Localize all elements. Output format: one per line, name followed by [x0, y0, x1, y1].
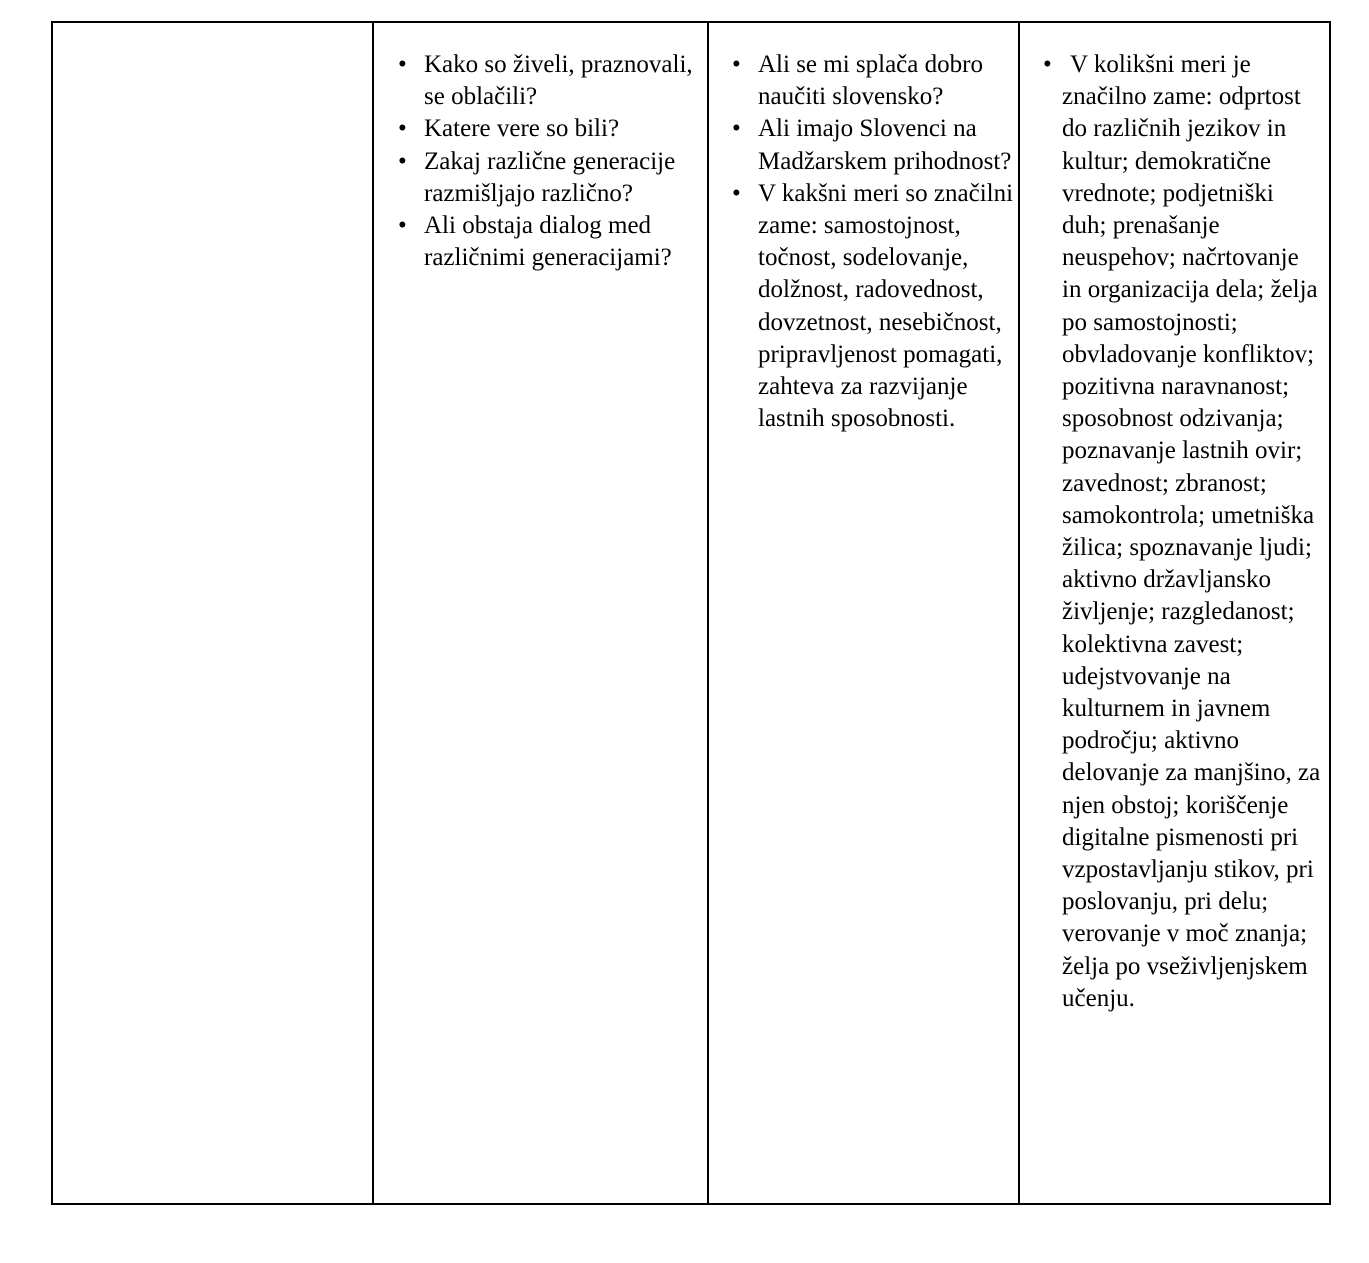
list-item: • Ali imajo Slovenci na Madžarskem prihodnost? — [758, 113, 1014, 177]
list-item — [1062, 49, 1321, 1015]
list-item: • Katere vere so bili? — [424, 113, 707, 145]
content-table — [51, 21, 1331, 1205]
list-item: • Kako so živeli, praznovali, se oblačili? — [424, 49, 707, 113]
list-item: • Ali se mi splača dobro naučiti slovensko? — [758, 49, 1014, 113]
list-item: • V kakšni meri so značilni zame: samostojnost, točnost, sodelovanje, dolžnost, radovednost, dovzetnost, nesebičnost, pripravljenost pomagati, zahteva za razvijanje lastnih sposobnosti. — [758, 178, 1014, 436]
table-cell-questions-self — [708, 22, 1019, 1204]
table-cell-questions-history — [373, 22, 708, 1204]
bullet-list — [374, 23, 707, 274]
list-item: • Ali obstaja dialog med različnimi generacijami? — [424, 210, 707, 274]
list-item: • Zakaj različne generacije razmišljajo različno? — [424, 146, 707, 210]
bullet-list — [709, 23, 1018, 435]
bullet-list — [1020, 23, 1329, 1015]
list-item-text: V kolikšni meri je značilno zame: odprtost do različnih jezikov in kultur; demokratične vrednote; podjetniški duh; prenašanje neuspehov; načrtovanje in organizacija dela; želja po samostojnosti; obvladovanje konfliktov; pozitivna naravnanost; sposobnost odzivanja; poznavanje lastnih ovir; zavednost; zbranost; samokontrola; umetniška žilica; spoznavanje ljudi; aktivno državljansko življenje; razgledanost; kolektivna zavest; udejstvovanje na kulturnem in javnem področju; aktivno delovanje za manjšino, za njen obstoj; koriščenje digitalne pismenosti pri vzpostavljanju stikov, pri poslovanju, pri delu; verovanje v moč znanja; želja po vseživljenjskem učenju. — [1062, 51, 1321, 1012]
table-cell-competences — [1019, 22, 1330, 1204]
table-cell-empty — [52, 22, 373, 1204]
table-row — [52, 22, 1330, 1204]
